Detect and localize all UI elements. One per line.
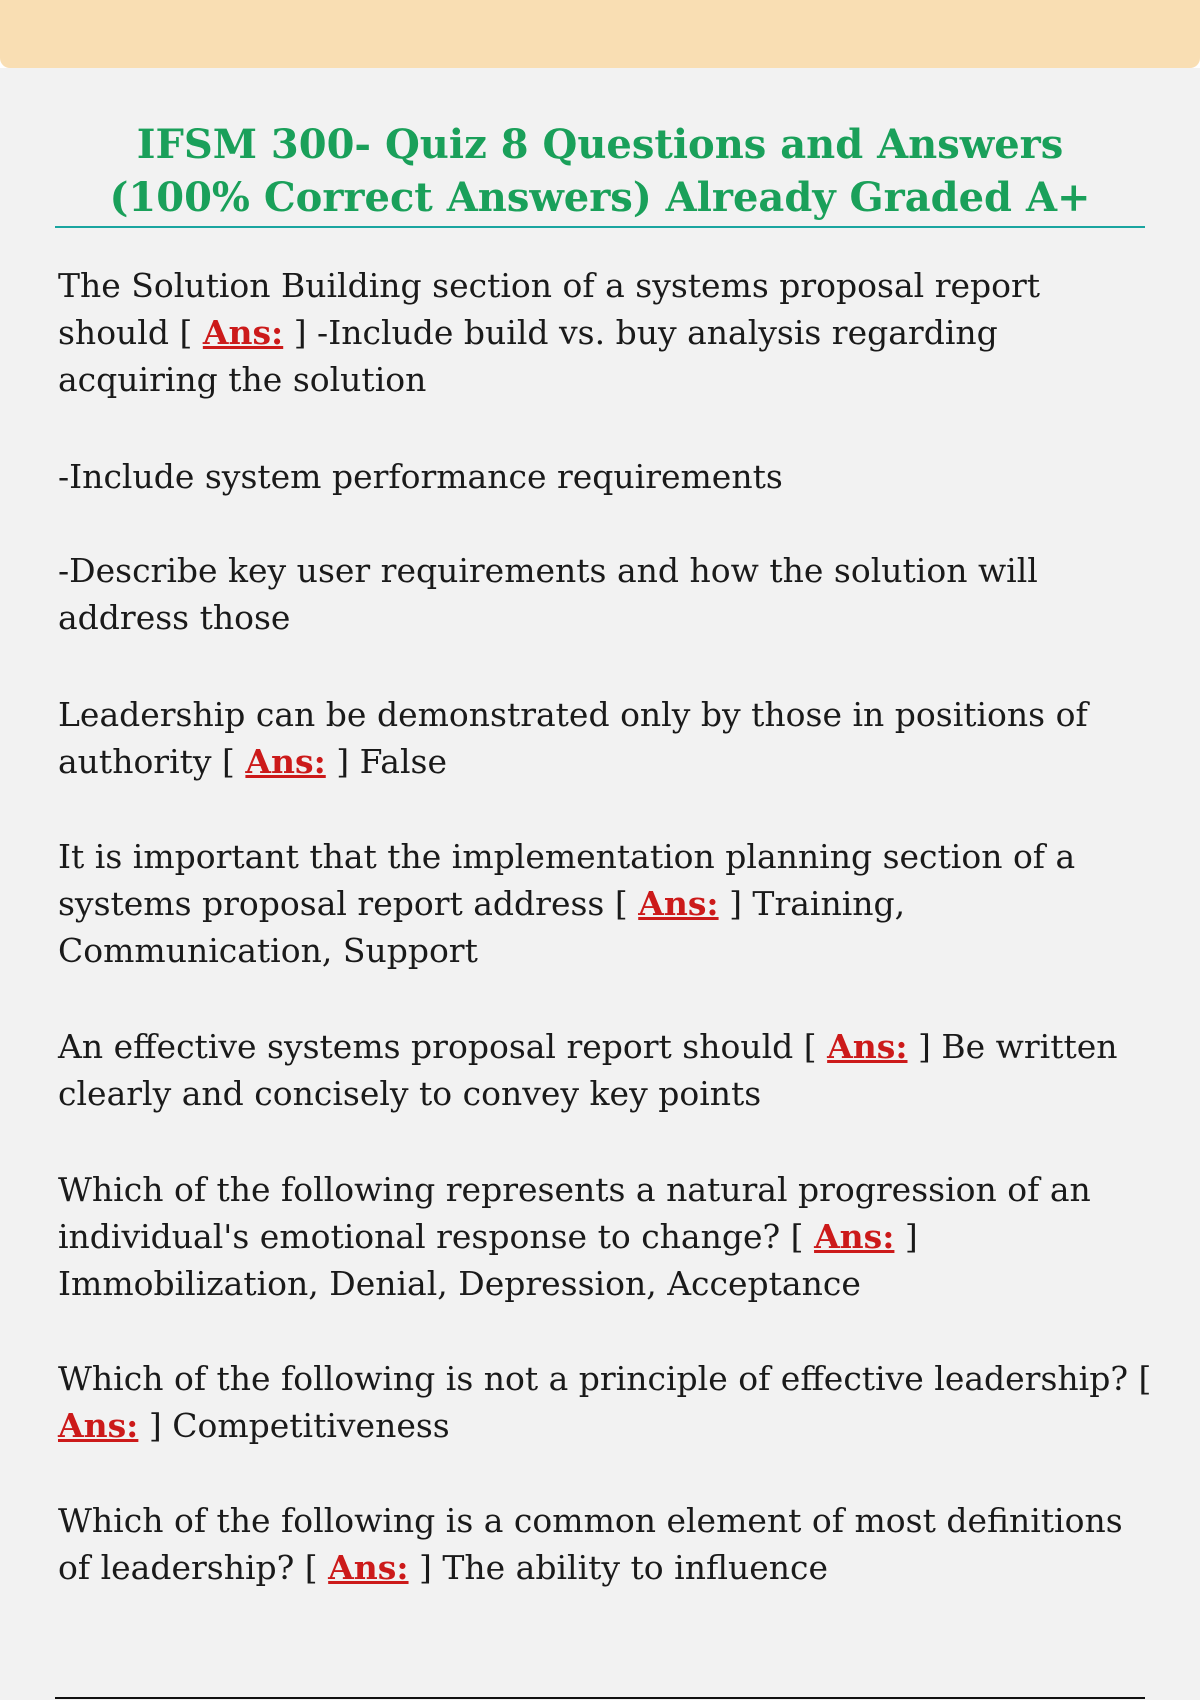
bottom-divider [55,1697,1145,1699]
answer-text: ] -Include build vs. buy analysis regarding acquiring the solution [58,313,998,399]
qa-item-6 [58,1023,1158,1117]
qa-item-8 [58,1355,1158,1449]
qa-item-5 [58,833,1158,974]
question-text: The Solution Building section of a systems proposal report should [ [58,266,1041,352]
answer-text: ] Competitiveness [138,1406,450,1445]
answer-continuation: -Describe key user requirements and how the solution will address those [58,551,1038,637]
answer-text: ] Be written clearly and concisely to convey key points [58,1027,1118,1113]
answer-text: ] Immobilization, Denial, Depression, Acceptance [58,1217,918,1303]
answer-text: ] The ability to influence [408,1548,829,1587]
answer-label: Ans: [814,1217,895,1256]
question-text: Which of the following represents a natural progression of an individual's emotional response to change? [ [58,1170,1091,1256]
answer-label: Ans: [245,742,326,781]
answer-label: Ans: [58,1406,139,1445]
answer-label: Ans: [638,884,719,923]
answer-label: Ans: [202,313,284,352]
answer-label: Ans: [827,1027,908,1066]
qa-item-1 [58,262,1158,403]
qa-item-9 [58,1497,1158,1591]
document-title [55,118,1145,224]
question-text: Leadership can be demonstrated only by those in positions of authority [ [58,695,1088,781]
question-text: It is important that the implementation planning section of a systems proposal report address [ [58,837,1076,923]
qa-item-3 [58,547,1158,641]
title-line-2: (100% Correct Answers) Already Graded A+ [109,174,1091,221]
answer-text: ] False [325,742,447,781]
question-text: Which of the following is a common element of most definitions of leadership? [ [58,1501,1123,1587]
title-underline [55,226,1145,228]
question-text: Which of the following is not a principle of effective leadership? [ [58,1359,1152,1398]
question-text: An effective systems proposal report should [ [58,1027,828,1066]
qa-item-4 [58,691,1158,785]
qa-item-7 [58,1166,1158,1307]
answer-continuation: -Include system performance requirements [58,457,783,496]
answer-label: Ans: [328,1548,409,1587]
answer-text: ] Training, Communication, Support [58,884,906,970]
qa-item-2 [58,453,1158,500]
top-banner [0,0,1200,68]
title-line-1: IFSM 300- Quiz 8 Questions and Answers [136,121,1064,168]
